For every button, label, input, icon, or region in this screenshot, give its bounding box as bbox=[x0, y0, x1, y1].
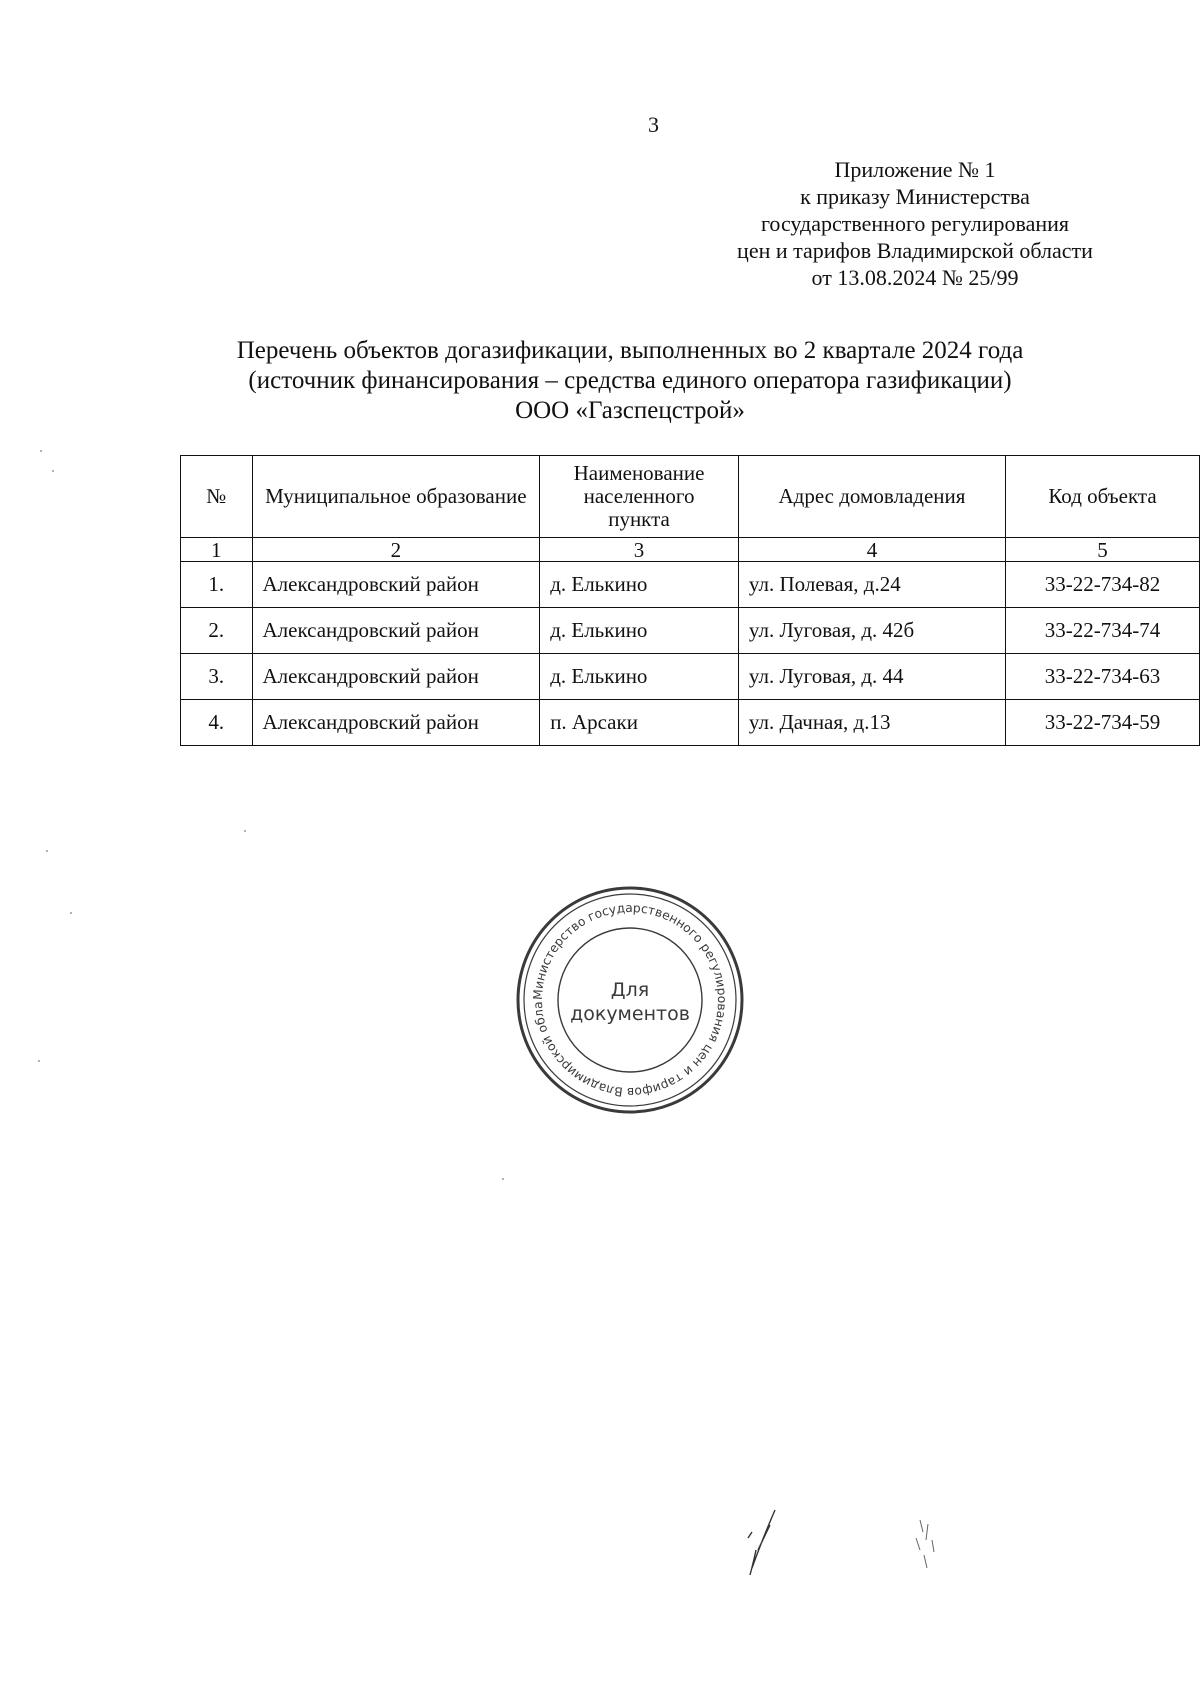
appendix-block bbox=[700, 156, 1130, 291]
objects-table bbox=[180, 455, 1200, 746]
address-cell: ул. Полевая, д.24 bbox=[738, 562, 1005, 608]
address-cell: ул. Дачная, д.13 bbox=[738, 700, 1005, 746]
scan-speckle bbox=[70, 912, 72, 914]
scan-speckle bbox=[52, 470, 54, 472]
municipality-cell: Александровский район bbox=[252, 608, 540, 654]
row-number: 3. bbox=[181, 654, 253, 700]
scan-speckle bbox=[38, 1060, 40, 1062]
appendix-line: от 13.08.2024 № 25/99 bbox=[811, 265, 1019, 290]
table-row bbox=[181, 654, 1200, 700]
municipality-cell: Александровский район bbox=[252, 654, 540, 700]
row-number: 2. bbox=[181, 608, 253, 654]
locality-cell: д. Елькино bbox=[540, 654, 739, 700]
title-line: Перечень объектов догазификации, выполненных во 2 квартале 2024 года bbox=[236, 337, 1024, 364]
appendix-line: Приложение № 1 bbox=[834, 157, 996, 182]
seal-center-line-1: Для bbox=[610, 979, 650, 1001]
locality-cell: д. Елькино bbox=[540, 562, 739, 608]
title-line: (источник финансирования – средства единого оператора газификации) bbox=[248, 367, 1012, 394]
header-address: Адрес домовладения bbox=[738, 456, 1005, 538]
scan-speckle bbox=[40, 450, 42, 452]
table-row bbox=[181, 562, 1200, 608]
column-number: 3 bbox=[540, 538, 739, 562]
seal-graphic bbox=[514, 884, 746, 1116]
locality-cell: п. Арсаки bbox=[540, 700, 739, 746]
column-number: 1 bbox=[181, 538, 253, 562]
page-number: 3 bbox=[648, 112, 659, 137]
scan-speckle bbox=[244, 830, 246, 832]
table-header-row bbox=[181, 456, 1200, 538]
address-cell: ул. Луговая, д. 44 bbox=[738, 654, 1005, 700]
seal-center-line-2: документов bbox=[570, 1003, 690, 1025]
title-line: ООО «Газспецстрой» bbox=[515, 397, 745, 424]
object-code-cell: 33-22-734-82 bbox=[1006, 562, 1200, 608]
appendix-line: цен и тарифов Владимирской области bbox=[737, 238, 1093, 263]
address-cell: ул. Луговая, д. 42б bbox=[738, 608, 1005, 654]
row-number: 1. bbox=[181, 562, 253, 608]
object-code-cell: 33-22-734-63 bbox=[1006, 654, 1200, 700]
header-municipality: Муниципальное образование bbox=[252, 456, 540, 538]
scan-speckle bbox=[502, 1178, 504, 1180]
appendix-line: к приказу Министерства bbox=[800, 184, 1030, 209]
column-number: 2 bbox=[252, 538, 540, 562]
column-number: 5 bbox=[1006, 538, 1200, 562]
scan-speckle bbox=[46, 850, 48, 852]
municipality-cell: Александровский район bbox=[252, 700, 540, 746]
municipality-cell: Александровский район bbox=[252, 562, 540, 608]
table-row bbox=[181, 608, 1200, 654]
appendix-line: государственного регулирования bbox=[760, 211, 1070, 236]
object-code-cell: 33-22-734-59 bbox=[1006, 700, 1200, 746]
column-number: 4 bbox=[738, 538, 1005, 562]
column-number-row bbox=[181, 538, 1200, 562]
document-title bbox=[180, 336, 1080, 426]
header-object-code: Код объекта bbox=[1006, 456, 1200, 538]
object-code-cell: 33-22-734-74 bbox=[1006, 608, 1200, 654]
signature-mark bbox=[730, 1480, 960, 1590]
header-locality: Наименование населенного пункта bbox=[540, 456, 739, 538]
locality-cell: д. Елькино bbox=[540, 608, 739, 654]
official-seal bbox=[514, 884, 746, 1116]
table-row bbox=[181, 700, 1200, 746]
row-number: 4. bbox=[181, 700, 253, 746]
seal-ring-text-path: Министерство государственного регулирования цен и тарифов Владимирской обла bbox=[530, 900, 730, 1100]
signature-scribble bbox=[730, 1480, 960, 1590]
header-number: № bbox=[181, 456, 253, 538]
